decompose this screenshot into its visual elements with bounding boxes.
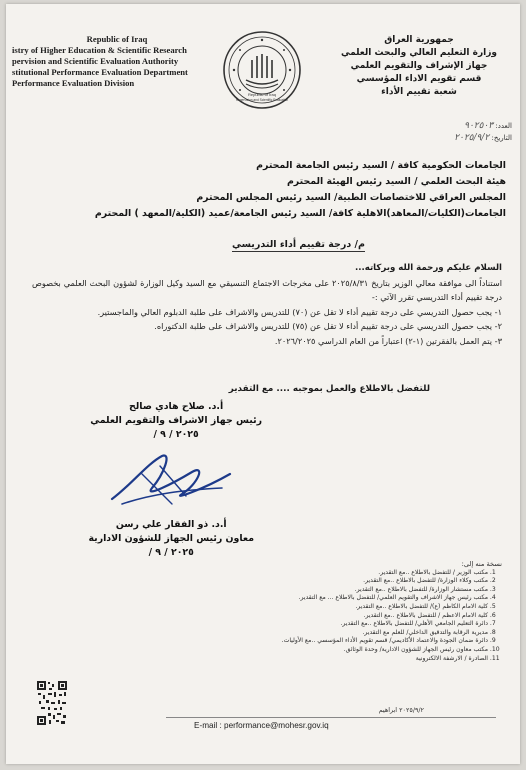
recipient-line: المجلس العراقي للاختصاصات الطبية/ السيد رئيس المجلس المحترم [196, 192, 506, 203]
cc-item: 1. مكتب الوزير / للتفضل بالاطلاع ..مع التقدير. [42, 569, 488, 578]
email-address[interactable]: performance@mohesr.gov.iq [224, 721, 329, 730]
recipient-line: الجامعات الحكومية كافة / السيد رئيس الجامعة المحترم [256, 160, 506, 171]
body-item: ٢- يجب حصول التدريسي على درجة تقييم أداء لا تقل عن (٧٥) للتدريس والاشراف على طلبة الدكتوراه. [154, 321, 502, 331]
english-line-5: Performance Evaluation Division [12, 78, 135, 88]
signature-block-2 [88, 518, 254, 560]
letter-page [6, 4, 520, 764]
body-item: ٣- يتم العمل بالفقرتين (١-٢) اعتباراً من العام الدراسي ٢٠٢٦/٢٠٢٥. [274, 335, 502, 346]
footer-date-note: ٢٠٢٥/٩/٢ ابراهيم [378, 706, 424, 714]
recipients-block [66, 158, 506, 222]
cc-item: 5. كلية الامام الكاظم (ع)/ للتفضل بالاطلاع ..مع التقدير. [42, 603, 488, 612]
ministry-seal-logo [222, 30, 302, 110]
arabic-line-3: جهاز الإشراف والتقويم العلمي [350, 61, 488, 71]
signatory-1-date: ٢٠٢٥ / ٩ / [153, 429, 199, 440]
letterhead-arabic [324, 34, 514, 99]
qr-code-icon [36, 680, 68, 726]
cc-item: 11. الصادرة / الارشفة الالكترونية [42, 655, 488, 664]
ref-date-label: التاريخ: [491, 134, 512, 142]
cc-item: 2. مكتب وكلاء الوزارة/ للتفضل بالاطلاع ..مع التقدير. [42, 577, 488, 586]
signatory-2-name: أ.د. ذو الفقار علي رسن [115, 519, 227, 530]
closing-line: للتفضل بالاطلاع والعمل بموجبه .... مع التقدير [228, 384, 430, 394]
handwritten-signature [102, 444, 242, 514]
ref-date-value: ٢٠٢٥/٩/٢ [454, 133, 490, 143]
arabic-line-5: شعبة تقييم الأداء [381, 87, 457, 97]
english-line-2: istry of Higher Education & Scientific Research [12, 45, 187, 55]
cc-item: 10. مكتب معاون رئيس الجهاز للشؤون الادارية/ وحدة الوثائق. [42, 646, 488, 655]
cc-item: 7. دائرة التعليم الجامعي الأهلي/ للتفضل بالاطلاع ..مع التقدير. [42, 620, 488, 629]
greeting: السلام عليكم ورحمة الله وبركاته... [354, 263, 502, 273]
arabic-line-2: وزارة التعليم العالي والبحث العلمي [340, 48, 498, 58]
signatory-1-title: رئيس جهاز الاشراف والتقويم العلمي [90, 415, 262, 426]
english-line-1: Republic of Iraq [86, 34, 148, 44]
english-line-4: stitutional Performance Evaluation Department [12, 67, 188, 77]
intro-paragraph: استناداً الى موافقة معالي الوزير بتاريخ ٢٠٢٥/٨/٣١ على مخرجات الاجتماع التنسيقي مع السيد وكيل الوزارة لشؤون البحث العلمي بخصوص درجة تقييم أداء التدريسي تقرر الآتي :- [32, 277, 502, 302]
signatory-2-date: ٢٠٢٥ / ٩ / [148, 547, 194, 558]
letterhead-english [6, 34, 228, 89]
copies-to-title: نسخة منه إلى: [461, 560, 502, 568]
reference-block [454, 120, 512, 144]
cc-item: 4. مكتب رئيس جهاز الاشراف والتقويم العلمي/ للتفضل بالاطلاع ... مع التقدير. [42, 594, 488, 603]
subject-line: م/ درجة تقييم أداء التدريسي [232, 239, 365, 250]
footer-divider [166, 717, 496, 718]
signature-block-1 [90, 400, 262, 442]
footer-email[interactable] [194, 721, 329, 730]
email-label: E-mail : [194, 721, 222, 730]
cc-item: 3. مكتب مستشار الوزارة/ للتفضل بالاطلاع ..مع التقدير. [42, 586, 488, 595]
seal-text-2: Supervision and Scientific Evaluation [235, 98, 289, 102]
signatory-1-name: أ.د. صلاح هادي صالح [129, 401, 224, 412]
ref-number-label: العدد: [495, 122, 512, 130]
copies-to-list [42, 569, 502, 664]
ref-number-value: ٩٠٢٥٠٣ [464, 121, 494, 131]
english-line-3: pervision and Scientific Evaluation Authority [12, 56, 179, 66]
recipient-line: هيئة البحث العلمي / السيد رئيس الهيئة المحترم [286, 176, 506, 187]
letter-body [32, 261, 502, 348]
cc-item: 6. كلية الامام الاعظم / للتفضل بالاطلاع ..مع التقدير. [42, 612, 488, 621]
recipient-line: الجامعات(الكليات/المعاهد)الاهلية كافة/ السيد رئيس الجامعة/عميد (الكلية/المعهد ) المحترم [94, 208, 506, 219]
copies-to-block [42, 560, 502, 663]
cc-item: 8. مديرية الرقابة والتدقيق الداخلي/ للعلم مع التقدير. [42, 629, 488, 638]
arabic-line-4: قسم تقويم الاداء المؤسسي [356, 74, 482, 84]
body-item: ١- يجب حصول التدريسي على درجة تقييم أداء لا تقل عن (٧٠) للتدريس والاشراف على طلبة الدبلوم العالي والماجستير. [97, 306, 502, 317]
cc-item: 9. دائرة ضمان الجودة والاعتماد الأكاديمي/ قسم تقويم الأداء المؤسسي ..مع الأوليات. [42, 637, 488, 646]
seal-text-1: Republic of Iraq [247, 92, 277, 97]
signatory-2-title: معاون رئيس الجهاز للشؤون الادارية [88, 533, 254, 544]
arabic-line-1: جمهورية العراق [384, 35, 454, 45]
